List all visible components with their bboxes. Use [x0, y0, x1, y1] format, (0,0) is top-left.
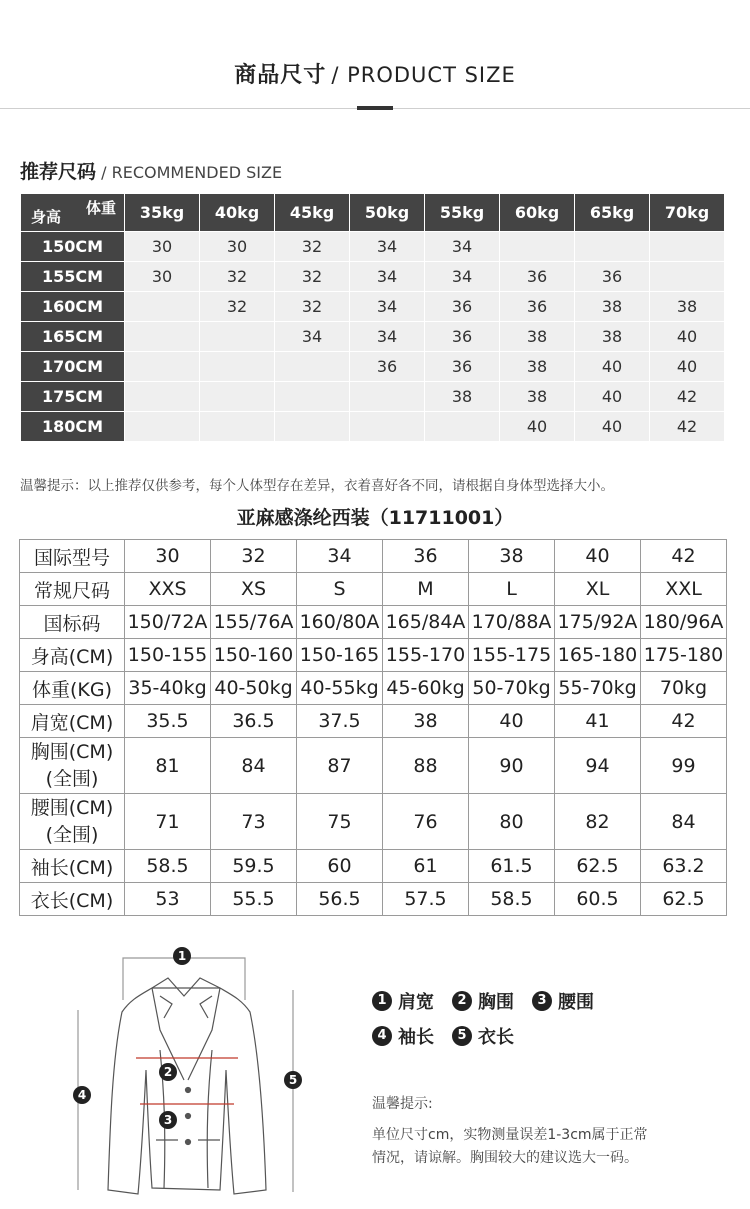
spec-value-cell: 36: [383, 540, 469, 573]
corner-cell: [21, 194, 124, 231]
height-header: 175CM: [21, 382, 124, 411]
recommended-size-cell: 40: [575, 412, 649, 441]
spec-value-cell: 150-160: [211, 639, 297, 672]
recommended-size-cell: 32: [275, 262, 349, 291]
measurement-legend: [372, 983, 612, 1053]
spec-value-cell: 94: [555, 738, 641, 794]
spec-value-cell: 60: [297, 850, 383, 883]
recommended-size-cell: [350, 382, 424, 411]
weight-header: 40kg: [200, 194, 274, 231]
recommended-size-cell: [125, 292, 199, 321]
recommended-size-cell: 34: [350, 232, 424, 261]
weight-header: 70kg: [650, 194, 724, 231]
recommended-size-cell: 38: [425, 382, 499, 411]
spec-value-cell: 55.5: [211, 883, 297, 916]
recommended-size-table: [20, 193, 725, 442]
spec-label-line: 肩宽(CM): [30, 711, 114, 734]
recommended-size-cell: 38: [500, 382, 574, 411]
spec-value-cell: 45-60kg: [383, 672, 469, 705]
recommended-size-cell: [125, 382, 199, 411]
spec-value-cell: 165-180: [555, 639, 641, 672]
page-header: [0, 58, 750, 89]
jacket-illustration: [60, 940, 330, 1205]
recommended-size-cell: [275, 382, 349, 411]
recommended-size-cell: 36: [575, 262, 649, 291]
spec-row-label: [20, 540, 125, 573]
weight-header: 55kg: [425, 194, 499, 231]
spec-row: [20, 883, 727, 916]
recommended-size-cell: [500, 232, 574, 261]
spec-label-line: 衣长(CM): [30, 889, 114, 912]
spec-row: [20, 639, 727, 672]
spec-value-cell: 40: [469, 705, 555, 738]
spec-label-line: 常规尺码: [33, 579, 110, 602]
spec-value-cell: 150-165: [297, 639, 383, 672]
spec-row-label: [20, 573, 125, 606]
spec-value-cell: XXL: [641, 573, 727, 606]
spec-value-cell: 61.5: [469, 850, 555, 883]
spec-value-cell: 59.5: [211, 850, 297, 883]
jacket-measurement-diagram: [60, 940, 330, 1205]
spec-value-cell: 180/96A: [641, 606, 727, 639]
spec-value-cell: 40-55kg: [297, 672, 383, 705]
svg-text:5: 5: [288, 1073, 298, 1087]
spec-row: [20, 738, 727, 794]
recommended-row: [21, 352, 724, 381]
recommended-size-cell: 34: [425, 232, 499, 261]
spec-value-cell: 99: [641, 738, 727, 794]
number-3-icon: 3: [532, 991, 552, 1011]
spec-label-line: 腰围(CM): [30, 796, 114, 819]
number-4-icon: 4: [372, 1026, 392, 1046]
spec-value-cell: 62.5: [555, 850, 641, 883]
spec-value-cell: 56.5: [297, 883, 383, 916]
height-header: 165CM: [21, 322, 124, 351]
recommendation-tip: 温馨提示：以上推荐仅供参考，每个人体型存在差异，衣着喜好各不同，请根据自身体型选择大小。: [20, 478, 614, 494]
weight-header: 60kg: [500, 194, 574, 231]
spec-value-cell: 88: [383, 738, 469, 794]
spec-value-cell: 175/92A: [555, 606, 641, 639]
spec-value-cell: 58.5: [125, 850, 211, 883]
spec-value-cell: 155/76A: [211, 606, 297, 639]
recommended-size-cell: 36: [425, 352, 499, 381]
recommended-size-cell: [125, 352, 199, 381]
spec-row-label: [20, 639, 125, 672]
height-header: 150CM: [21, 232, 124, 261]
recommended-size-cell: 32: [275, 232, 349, 261]
header-accent-bar: [357, 106, 393, 110]
recommended-size-cell: [125, 412, 199, 441]
page-title-en: / PRODUCT SIZE: [331, 63, 516, 87]
spec-row: [20, 850, 727, 883]
spec-value-cell: 80: [469, 794, 555, 850]
weight-header: 50kg: [350, 194, 424, 231]
spec-value-cell: 155-175: [469, 639, 555, 672]
recommended-size-cell: 40: [500, 412, 574, 441]
spec-value-cell: 42: [641, 540, 727, 573]
recommended-size-cell: 34: [425, 262, 499, 291]
spec-value-cell: 40: [555, 540, 641, 573]
legend-label: 胸围: [478, 991, 514, 1013]
legend-item-shoulder: [372, 988, 434, 1014]
recommended-size-cell: [200, 412, 274, 441]
recommended-size-cell: [425, 412, 499, 441]
spec-value-cell: 57.5: [383, 883, 469, 916]
spec-value-cell: 175-180: [641, 639, 727, 672]
spec-value-cell: 63.2: [641, 850, 727, 883]
recommended-size-cell: [275, 412, 349, 441]
spec-row: [20, 672, 727, 705]
tip-line: 单位尺寸cm，实物测量误差1-3cm属于正常: [372, 1127, 648, 1143]
spec-value-cell: 81: [125, 738, 211, 794]
spec-row: [20, 794, 727, 850]
legend-label: 袖长: [398, 1026, 434, 1048]
spec-value-cell: 53: [125, 883, 211, 916]
spec-value-cell: 170/88A: [469, 606, 555, 639]
recommended-size-cell: 38: [500, 352, 574, 381]
weight-header: 45kg: [275, 194, 349, 231]
spec-value-cell: 37.5: [297, 705, 383, 738]
spec-row: [20, 705, 727, 738]
recommended-size-cell: 38: [500, 322, 574, 351]
spec-label-line: (全围): [45, 823, 99, 846]
recommended-size-cell: 42: [650, 412, 724, 441]
recommended-size-cell: 40: [650, 322, 724, 351]
spec-value-cell: 40-50kg: [211, 672, 297, 705]
recommended-size-cell: 34: [350, 322, 424, 351]
recommended-row: [21, 292, 724, 321]
spec-value-cell: 84: [641, 794, 727, 850]
spec-label-line: 国标码: [43, 612, 101, 635]
spec-value-cell: 62.5: [641, 883, 727, 916]
recommended-size-cell: 32: [200, 292, 274, 321]
corner-weight-label: 体重: [85, 199, 116, 217]
spec-row-label: [20, 705, 125, 738]
recommended-size-cell: [650, 262, 724, 291]
recommended-size-title: [20, 157, 282, 184]
spec-row-label: [20, 850, 125, 883]
spec-value-cell: 82: [555, 794, 641, 850]
recommended-size-cell: [275, 352, 349, 381]
spec-value-cell: XXS: [125, 573, 211, 606]
legend-label: 衣长: [478, 1026, 514, 1048]
spec-value-cell: 36.5: [211, 705, 297, 738]
recommended-size-cell: 30: [200, 232, 274, 261]
recommended-size-cell: [200, 322, 274, 351]
svg-text:2: 2: [163, 1065, 173, 1079]
recommended-row: [21, 232, 724, 261]
legend-label: 腰围: [558, 991, 594, 1013]
spec-row-label: [20, 738, 125, 794]
measurement-tip: [372, 1093, 648, 1170]
tip-line: 情况，请谅解。胸围较大的建议选大一码。: [372, 1150, 638, 1166]
spec-label-line: 胸围(CM): [30, 740, 114, 763]
recommended-body: [21, 232, 724, 441]
recommended-size-cell: 40: [575, 382, 649, 411]
recommended-size-cell: 40: [575, 352, 649, 381]
spec-value-cell: 70kg: [641, 672, 727, 705]
svg-text:3: 3: [163, 1113, 173, 1127]
weight-header: 65kg: [575, 194, 649, 231]
spec-label-line: 国际型号: [33, 546, 110, 569]
spec-value-cell: 61: [383, 850, 469, 883]
spec-label-line: (全围): [45, 767, 99, 790]
recommended-size-cell: [575, 232, 649, 261]
spec-value-cell: 58.5: [469, 883, 555, 916]
spec-value-cell: 50-70kg: [469, 672, 555, 705]
recommended-size-cell: 32: [275, 292, 349, 321]
recommended-title-en: / RECOMMENDED SIZE: [101, 163, 283, 182]
spec-value-cell: 34: [297, 540, 383, 573]
recommended-size-cell: 30: [125, 262, 199, 291]
spec-value-cell: 87: [297, 738, 383, 794]
legend-item-sleeve: [372, 1023, 434, 1049]
svg-text:1: 1: [177, 949, 187, 963]
number-5-icon: 5: [452, 1026, 472, 1046]
spec-value-cell: 60.5: [555, 883, 641, 916]
legend-item-waist: [532, 988, 594, 1014]
recommended-size-cell: 38: [575, 322, 649, 351]
recommended-size-cell: [125, 322, 199, 351]
recommended-size-cell: 36: [425, 322, 499, 351]
spec-label-line: 体重(KG): [31, 678, 112, 701]
weight-header: 35kg: [125, 194, 199, 231]
recommended-size-cell: 40: [650, 352, 724, 381]
spec-row-label: [20, 672, 125, 705]
spec-value-cell: 75: [297, 794, 383, 850]
recommended-size-cell: 34: [350, 262, 424, 291]
spec-value-cell: 38: [383, 705, 469, 738]
spec-value-cell: S: [297, 573, 383, 606]
spec-value-cell: XL: [555, 573, 641, 606]
recommended-size-cell: 32: [200, 262, 274, 291]
weight-header-row: [21, 194, 724, 231]
spec-table: [19, 539, 727, 916]
spec-value-cell: 35-40kg: [125, 672, 211, 705]
recommended-size-cell: 30: [125, 232, 199, 261]
spec-value-cell: 42: [641, 705, 727, 738]
spec-value-cell: 35.5: [125, 705, 211, 738]
spec-value-cell: XS: [211, 573, 297, 606]
spec-row-label: [20, 883, 125, 916]
corner-height-label: 身高: [31, 208, 62, 226]
recommended-row: [21, 382, 724, 411]
spec-label-line: 身高(CM): [30, 645, 114, 668]
spec-value-cell: 38: [469, 540, 555, 573]
product-title: 亚麻感涤纶西装（11711001）: [236, 507, 514, 529]
spec-body: [20, 540, 727, 916]
recommended-size-cell: 36: [425, 292, 499, 321]
recommended-size-cell: 34: [350, 292, 424, 321]
spec-value-cell: 32: [211, 540, 297, 573]
spec-value-cell: 41: [555, 705, 641, 738]
spec-value-cell: 90: [469, 738, 555, 794]
recommended-size-cell: 36: [350, 352, 424, 381]
recommended-size-cell: 42: [650, 382, 724, 411]
spec-row-label: [20, 606, 125, 639]
number-1-icon: 1: [372, 991, 392, 1011]
recommended-size-cell: [200, 382, 274, 411]
height-header: 170CM: [21, 352, 124, 381]
legend-label: 肩宽: [398, 991, 434, 1013]
height-header: 160CM: [21, 292, 124, 321]
page-title: 商品尺寸: [234, 63, 327, 88]
legend-item-chest: [452, 988, 514, 1014]
recommended-size-cell: 38: [650, 292, 724, 321]
spec-row: [20, 606, 727, 639]
recommended-size-cell: [200, 352, 274, 381]
spec-value-cell: 150/72A: [125, 606, 211, 639]
spec-value-cell: L: [469, 573, 555, 606]
spec-value-cell: 160/80A: [297, 606, 383, 639]
legend-item-length: [452, 1023, 514, 1049]
spec-value-cell: 165/84A: [383, 606, 469, 639]
spec-value-cell: 150-155: [125, 639, 211, 672]
spec-value-cell: 71: [125, 794, 211, 850]
spec-value-cell: 30: [125, 540, 211, 573]
spec-value-cell: 55-70kg: [555, 672, 641, 705]
svg-text:4: 4: [77, 1088, 87, 1102]
tip-title: 温馨提示:: [372, 1096, 433, 1112]
recommended-row: [21, 412, 724, 441]
recommended-row: [21, 262, 724, 291]
recommended-size-cell: 36: [500, 292, 574, 321]
spec-value-cell: M: [383, 573, 469, 606]
number-2-icon: 2: [452, 991, 472, 1011]
spec-label-line: 袖长(CM): [30, 856, 114, 879]
spec-row-label: [20, 794, 125, 850]
recommended-size-cell: 36: [500, 262, 574, 291]
spec-value-cell: 76: [383, 794, 469, 850]
spec-row: [20, 540, 727, 573]
recommended-size-cell: [650, 232, 724, 261]
recommended-size-cell: [350, 412, 424, 441]
spec-value-cell: 155-170: [383, 639, 469, 672]
recommended-row: [21, 322, 724, 351]
spec-value-cell: 84: [211, 738, 297, 794]
height-header: 155CM: [21, 262, 124, 291]
recommended-title-cn: 推荐尺码: [20, 161, 97, 183]
height-header: 180CM: [21, 412, 124, 441]
recommended-size-cell: 34: [275, 322, 349, 351]
spec-value-cell: 73: [211, 794, 297, 850]
recommended-size-cell: 38: [575, 292, 649, 321]
spec-row: [20, 573, 727, 606]
